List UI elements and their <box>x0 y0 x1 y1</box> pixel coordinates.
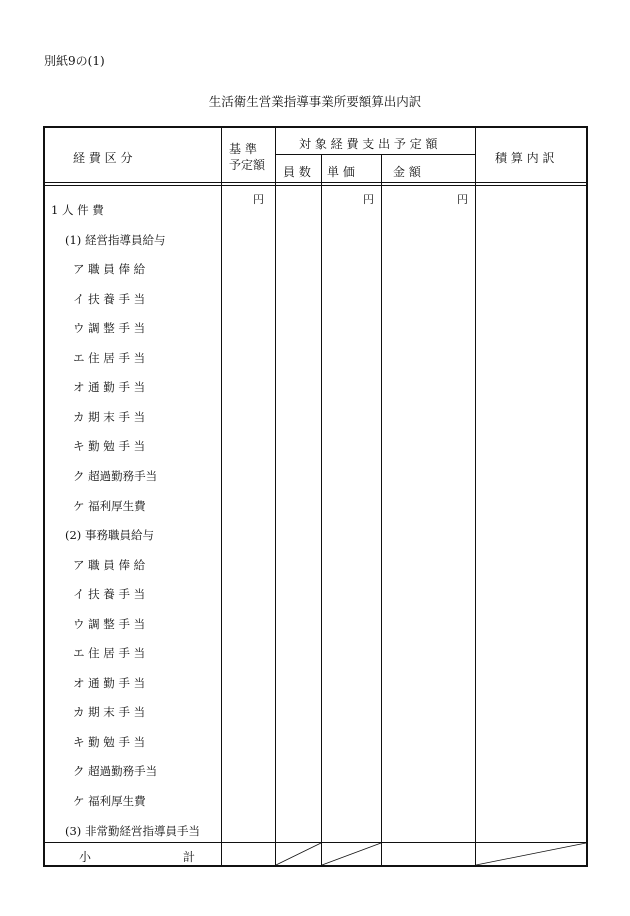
document-label: 別紙9の(1) <box>44 54 105 68</box>
header-unit-price: 単 価 <box>327 165 355 179</box>
header-target-group: 対 象 経 費 支 出 予 定 額 <box>299 137 438 151</box>
subtotal-left: 小 <box>79 850 92 864</box>
diag-count <box>276 843 321 865</box>
row-label: キ 勤 勉 手 当 <box>73 439 146 454</box>
diag-breakdown <box>476 843 586 865</box>
row-label: ア 職 員 俸 給 <box>73 557 146 572</box>
subtotal-diagonals <box>43 126 588 867</box>
row-label: ア 職 員 俸 給 <box>73 262 146 277</box>
header-category-text: 経 費 区 分 <box>73 151 133 165</box>
page-title: 生活衛生営業指導事業所要額算出内訳 <box>208 94 422 109</box>
budget-table <box>43 126 588 867</box>
row-label: ク 超過勤務手当 <box>73 764 158 779</box>
row-label: (3) 非常勤経営指導員手当 <box>65 823 200 838</box>
row-label: ケ 福利厚生費 <box>73 794 146 808</box>
row-label: ク 超過勤務手当 <box>73 468 158 483</box>
row-label: エ 住 居 手 当 <box>73 350 146 365</box>
row-label: ケ 福利厚生費 <box>73 498 146 513</box>
unit-amount: 円 <box>457 193 468 206</box>
header-breakdown: 積 算 内 訳 <box>495 151 555 165</box>
row-label: カ 期 末 手 当 <box>73 409 146 424</box>
header-standard-line1: 基 準 <box>229 142 257 156</box>
row-label: キ 勤 勉 手 当 <box>73 734 146 749</box>
unit-unit-price: 円 <box>363 193 374 206</box>
row-label: イ 扶 養 手 当 <box>73 587 146 602</box>
row-label: カ 期 末 手 当 <box>73 705 146 720</box>
row-label: ウ 調 整 手 当 <box>73 616 146 631</box>
row-label: オ 通 勤 手 当 <box>73 380 146 395</box>
row-label: ウ 調 整 手 当 <box>73 321 146 336</box>
header-standard-line2: 予定額 <box>229 158 266 172</box>
row-label: イ 扶 養 手 当 <box>73 291 146 306</box>
header-amount: 金 額 <box>393 165 421 179</box>
row-label: 1 人 件 費 <box>51 203 104 217</box>
row-label: エ 住 居 手 当 <box>73 646 146 661</box>
row-label: (2) 事務職員給与 <box>65 528 154 543</box>
row-label: オ 通 勤 手 当 <box>73 675 146 690</box>
subtotal-right: 計 <box>183 850 196 864</box>
row-label: (1) 経営指導員給与 <box>65 232 166 247</box>
header-count: 員 数 <box>283 165 311 179</box>
unit-standard: 円 <box>253 193 264 206</box>
diag-unit-price <box>322 843 381 865</box>
